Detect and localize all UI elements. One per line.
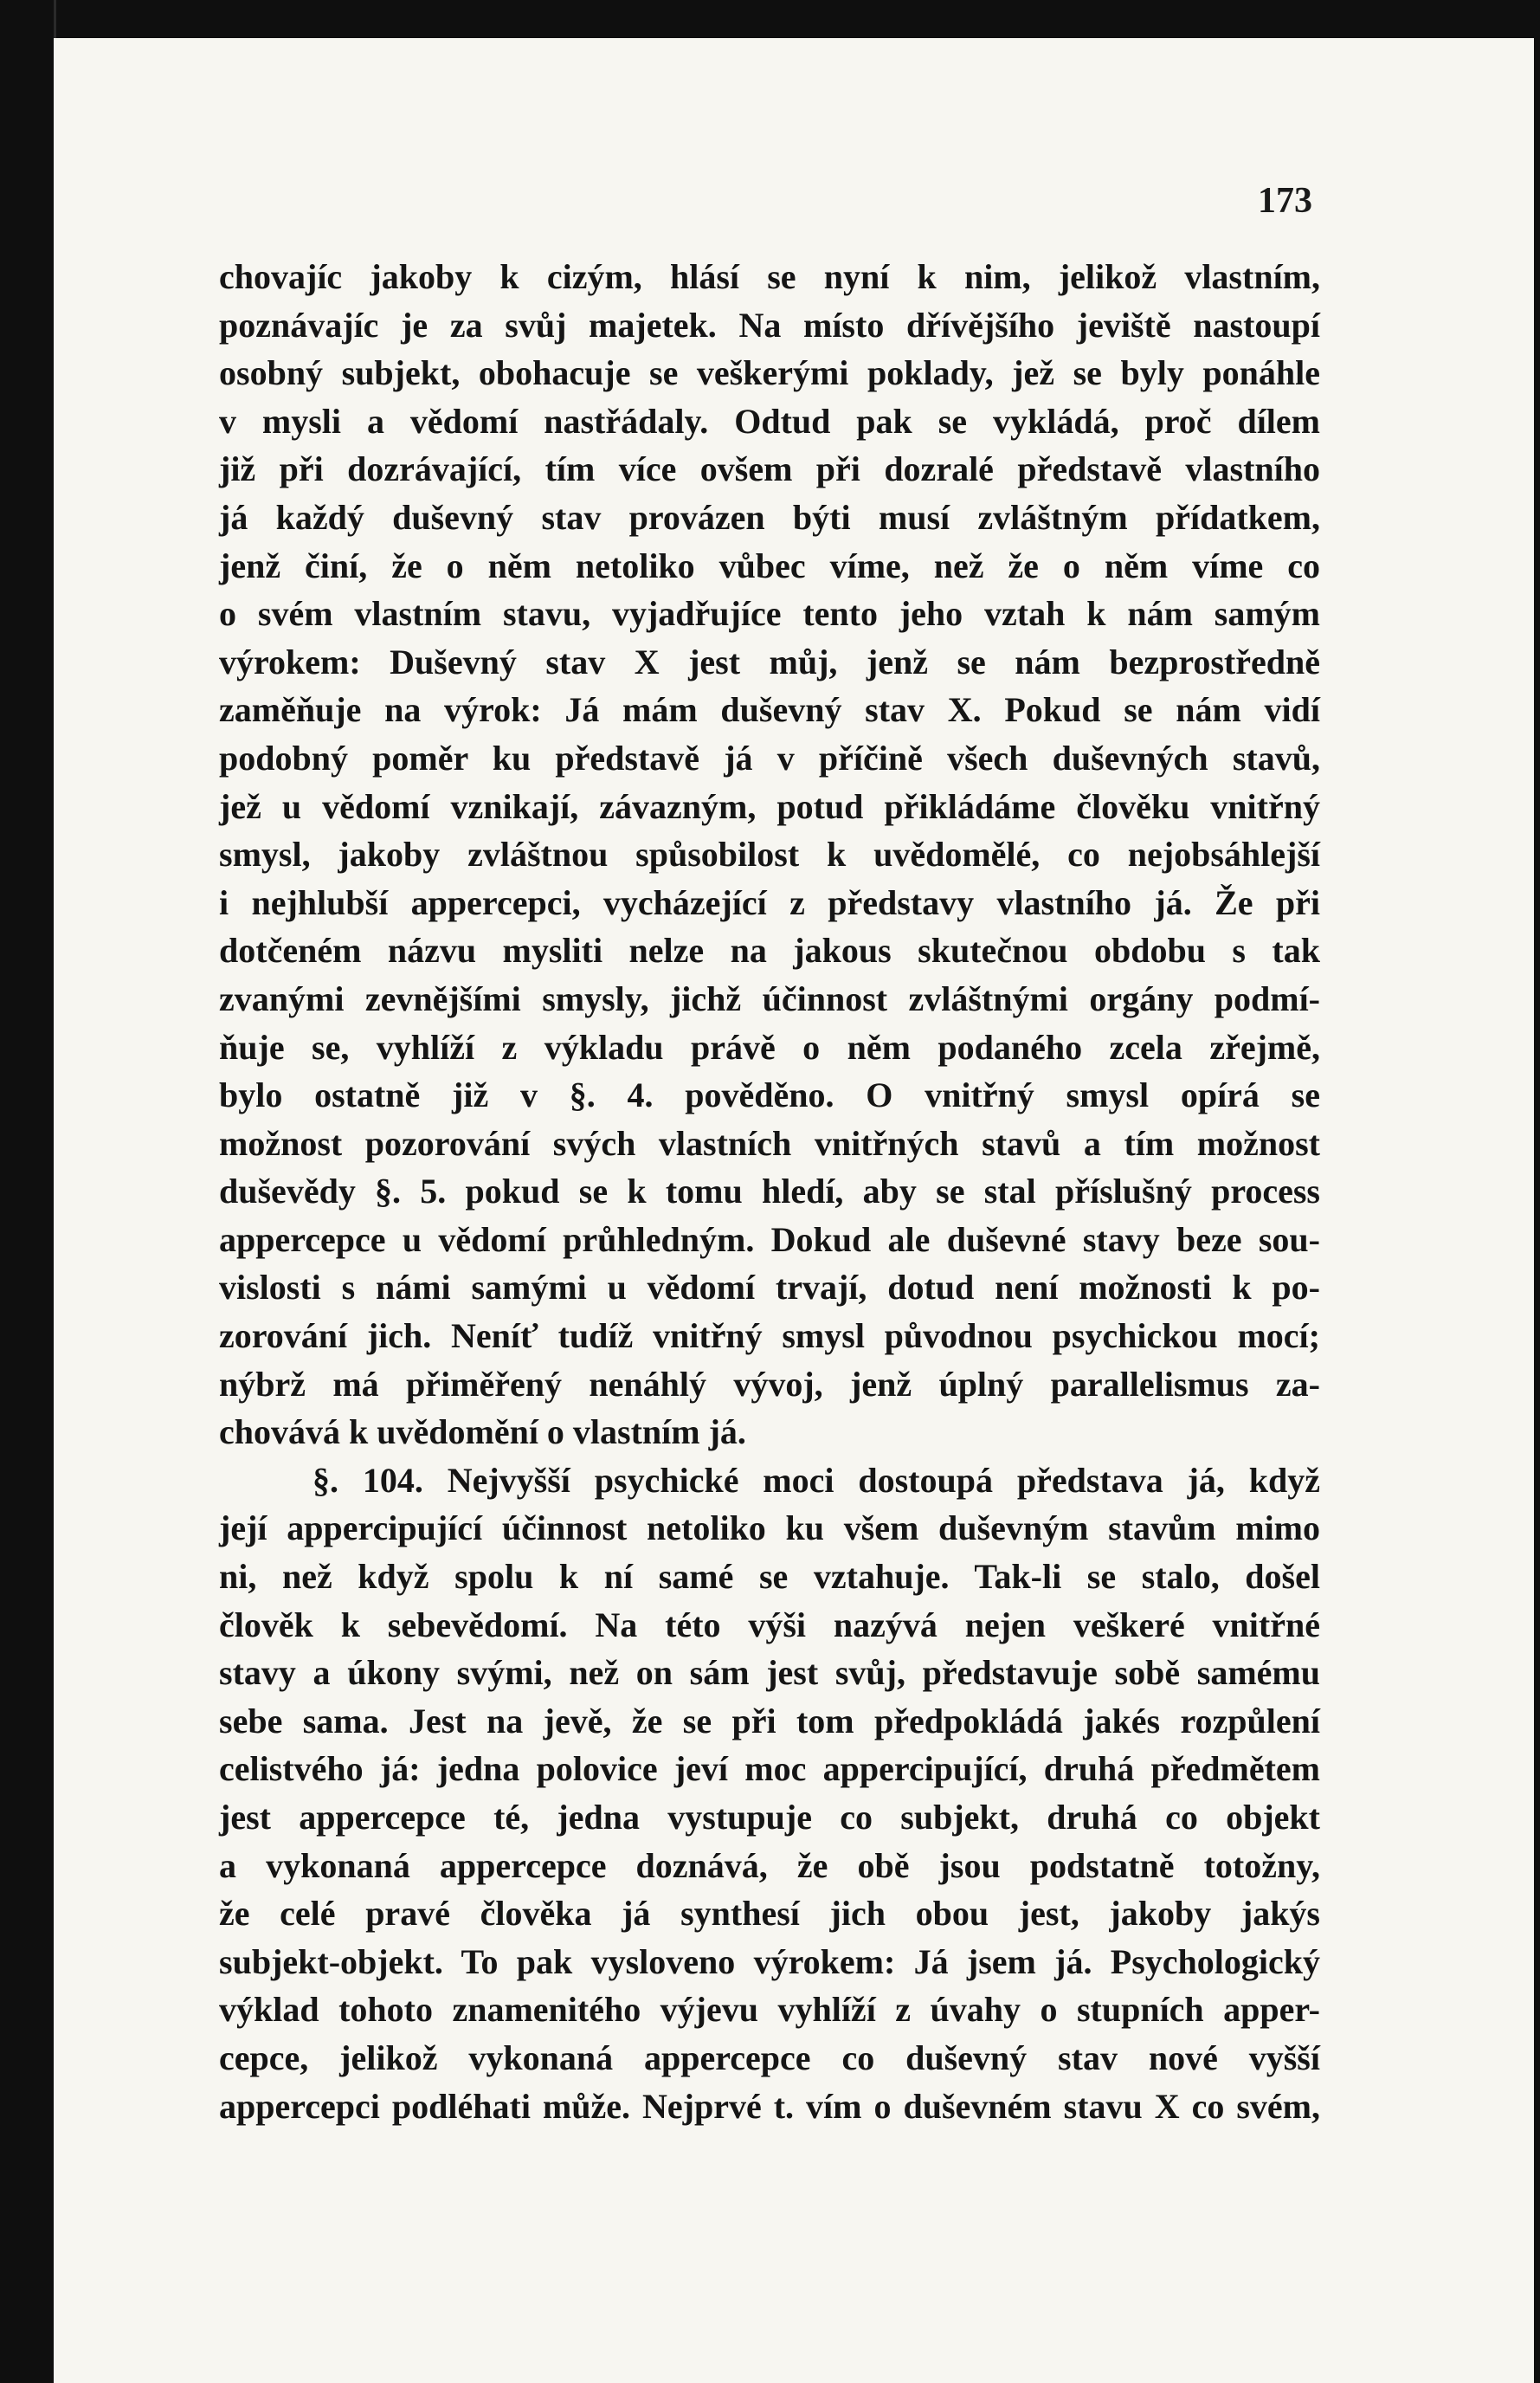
text-line: podobný poměr ku představě já v příčině všech duševných stavů,: [219, 738, 1320, 778]
text-line: appercepci podléhati může. Nejprvé t. vím o duševném stavu X co svém,: [219, 2086, 1320, 2126]
page-number: 173: [1258, 181, 1312, 221]
text-line: v mysli a vědomí nastřádaly. Odtud pak se vykládá, proč dílem: [219, 401, 1320, 441]
section-heading-line: §. 104. Nejvyšší psychické moci dostoupá představa já, když: [313, 1460, 1320, 1500]
text-line: i nejhlubší appercepci, vycházející z představy vlastního já. Že při: [219, 882, 1320, 922]
text-line: a vykonaná appercepce doznává, že obě jsou podstatně totožny,: [219, 1845, 1320, 1885]
text-line: nýbrž má přiměřený nenáhlý vývoj, jenž úplný parallelismus za-: [219, 1364, 1320, 1404]
text-line: já každý duševný stav provázen býti musí zvláštným přídatkem,: [219, 497, 1320, 537]
text-line: ni, než když spolu k ní samé se vztahuje. Tak-li se stalo, došel: [219, 1557, 1320, 1597]
text-line: o svém vlastním stavu, vyjadřujíce tento jeho vztah k nám samým: [219, 594, 1320, 634]
text-line: již při dozrávající, tím více ovšem při dozralé představě vlastního: [219, 449, 1320, 489]
text-line: výrokem: Duševný stav X jest můj, jenž se nám bezprostředně: [219, 642, 1320, 681]
text-line: ňuje se, vyhlíží z výkladu právě o něm podaného zcela zřejmě,: [219, 1027, 1320, 1067]
text-line: zaměňuje na výrok: Já mám duševný stav X. Pokud se nám vidí: [219, 690, 1320, 730]
text-line: zorování jich. Neníť tudíž vnitřný smysl původnou psychickou mocí;: [219, 1316, 1320, 1356]
text-line: duševědy §. 5. pokud se k tomu hledí, aby se stal příslušný process: [219, 1172, 1320, 1211]
text-line: jenž činí, že o něm netoliko vůbec víme, než že o něm víme co: [219, 546, 1320, 585]
text-line: jež u vědomí vznikají, závazným, potud přikládáme člověku vnitřný: [219, 786, 1320, 826]
text-line: stavy a úkony svými, než on sám jest svůj, představuje sobě samému: [219, 1653, 1320, 1693]
text-line: chovává k uvědomění o vlastním já.: [219, 1412, 746, 1452]
text-line: sebe sama. Jest na jevě, že se při tom předpokládá jakés rozpůlení: [219, 1701, 1320, 1740]
text-line: celistvého já: jedna polovice jeví moc appercipující, druhá předmětem: [219, 1749, 1320, 1789]
text-line: poznávajíc je za svůj majetek. Na místo dřívějšího jeviště nastoupí: [219, 305, 1320, 345]
text-line: že celé pravé člověka já synthesí jich obou jest, jakoby jakýs: [219, 1894, 1320, 1934]
text-line: člověk k sebevědomí. Na této výši nazývá nejen veškeré vnitřné: [219, 1605, 1320, 1644]
text-line: bylo ostatně již v §. 4. pověděno. O vnitřný smysl opírá se: [219, 1075, 1320, 1115]
text-line: chovajíc jakoby k cizým, hlásí se nyní k nim, jelikož vlastním,: [219, 257, 1320, 296]
text-line: smysl, jakoby zvláštnou spůsobilost k uvědomělé, co nejobsáhlejší: [219, 835, 1320, 875]
text-line: její appercipující účinnost netoliko ku všem duševným stavům mimo: [219, 1508, 1320, 1548]
text-line: výklad tohoto znamenitého výjevu vyhlíží z úvahy o stupních apper-: [219, 1990, 1320, 2030]
text-line: jest appercepce té, jedna vystupuje co subjekt, druhá co objekt: [219, 1798, 1320, 1837]
text-line: osobný subjekt, obohacuje se veškerými poklady, jež se byly ponáhle: [219, 353, 1320, 393]
text-line: možnost pozorování svých vlastních vnitřných stavů a tím možnost: [219, 1123, 1320, 1163]
text-line: cepce, jelikož vykonaná appercepce co duševný stav nové vyšší: [219, 2037, 1320, 2077]
text-line: appercepce u vědomí průhledným. Dokud ale duševné stavy beze sou-: [219, 1219, 1320, 1259]
text-line: subjekt-objekt. To pak vysloveno výrokem: Já jsem já. Psychologický: [219, 1941, 1320, 1981]
text-line: vislosti s námi samými u vědomí trvají, dotud není možnosti k po-: [219, 1268, 1320, 1308]
text-line: zvanými zevnějšími smysly, jichž účinnost zvláštnými orgány podmí-: [219, 978, 1320, 1018]
text-line: dotčeném názvu mysliti nelze na jakous skutečnou obdobu s tak: [219, 931, 1320, 971]
body-text: [219, 253, 1320, 2130]
